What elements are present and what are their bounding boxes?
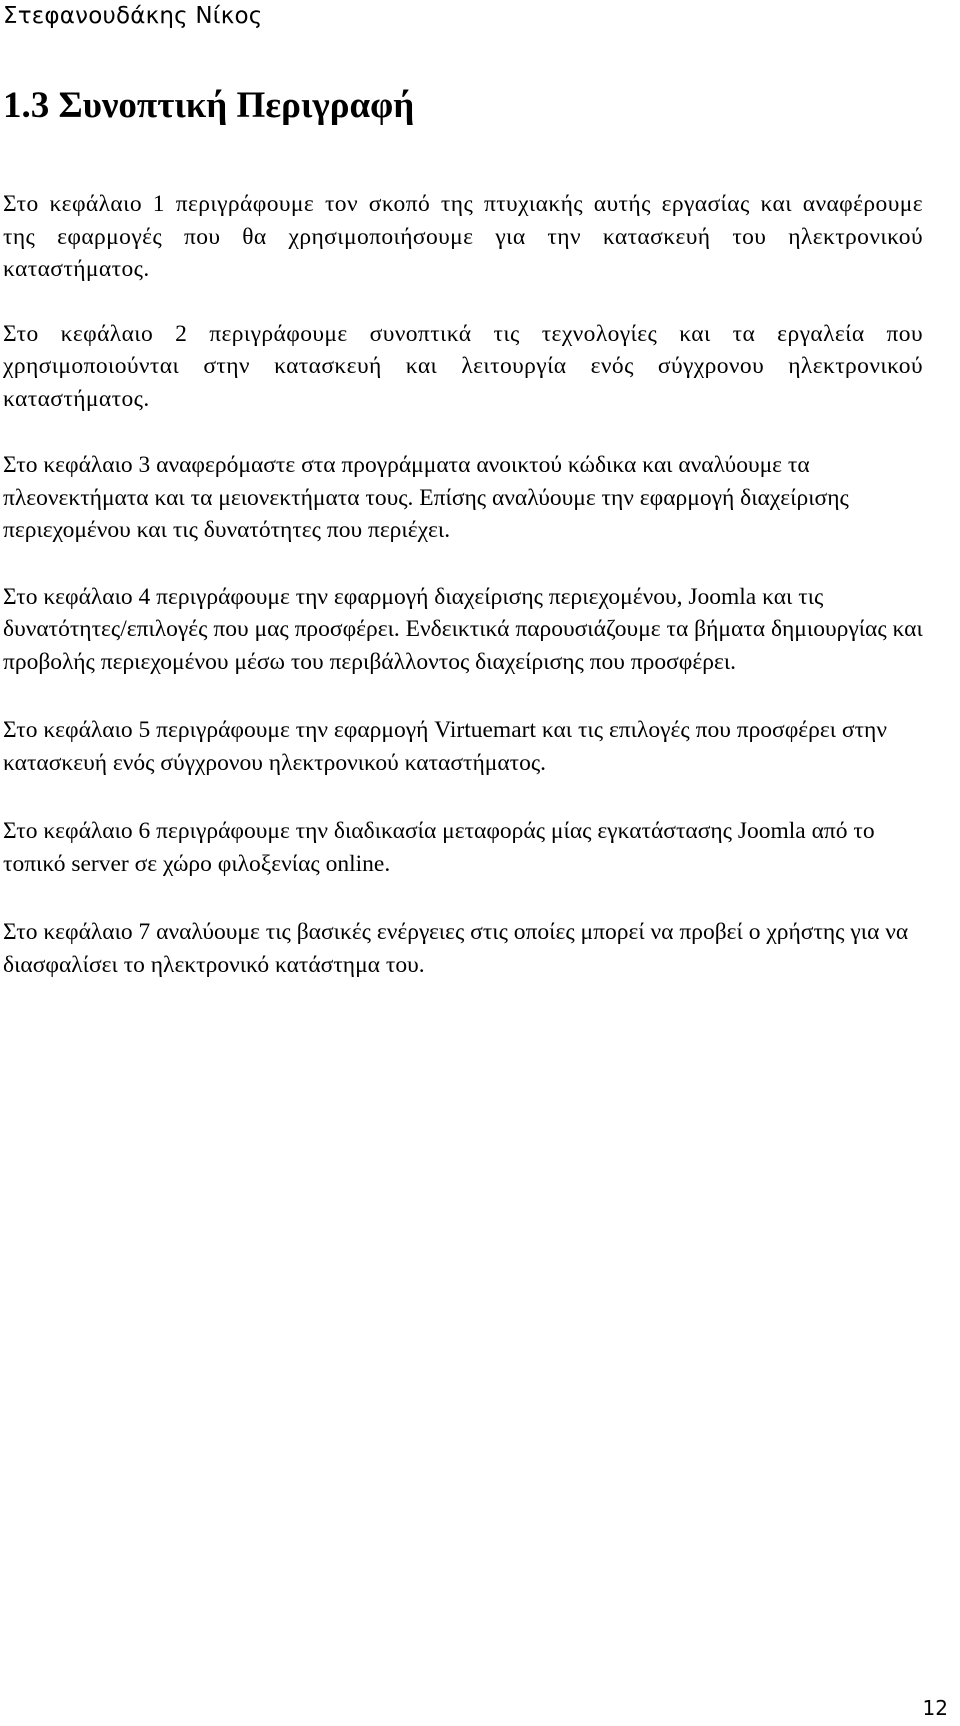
page-header-author: Στεφανουδάκης Νίκος: [3, 3, 263, 29]
paragraph-chapter-1: Στο κεφάλαιο 1 περιγράφουμε τον σκοπό της πτυχιακής αυτής εργασίας και αναφέρουμε της εφαρμογές που θα χρησιμοποιήσουμε για την κατασκευή του ηλεκτρονικού καταστήματος.: [3, 191, 923, 282]
paragraph-chapter-6: Στο κεφάλαιο 6 περιγράφουμε την διαδικασία μεταφοράς μίας εγκατάστασης Joomla από το τοπικό server σε χώρο φιλοξενίας online.: [3, 818, 875, 877]
page-number: 12: [922, 1696, 948, 1720]
paragraph-chapter-7: Στο κεφάλαιο 7 αναλύουμε τις βασικές ενέργειες στις οποίες μπορεί να προβεί ο χρήστης για να διασφαλίσει το ηλεκτρονικό κατάστημα του.: [3, 919, 909, 978]
paragraph-chapter-2: Στο κεφάλαιο 2 περιγράφουμε συνοπτικά τις τεχνολογίες και τα εργαλεία που χρησιμοποιούνται στην κατασκευή και λειτουργία ενός σύγχρονου ηλεκτρονικού καταστήματος.: [3, 320, 923, 412]
document-body: [3, 188, 923, 981]
section-heading: 1.3 Συνοπτική Περιγραφή: [3, 85, 415, 126]
paragraph-chapter-5: Στο κεφάλαιο 5 περιγράφουμε την εφαρμογή Virtuemart και τις επιλογές που προσφέρει στην κατασκευή ενός σύγχρονου ηλεκτρονικού καταστήματος.: [3, 717, 887, 776]
paragraph-chapter-3: Στο κεφάλαιο 3 αναφερόμαστε στα προγράμματα ανοικτού κώδικα και αναλύουμε τα πλεονεκτήματα και τα μειονεκτήματα τους. Επίσης αναλύουμε την εφαρμογή διαχείρισης περιεχομένου και τις δυνατότητες που περιέχει.: [3, 452, 849, 543]
paragraph-chapter-4: Στο κεφάλαιο 4 περιγράφουμε την εφαρμογή διαχείρισης περιεχομένου, Joomla και τις δυνατότητες/επιλογές που μας προσφέρει. Ενδεικτικά παρουσιάζουμε τα βήματα δημιουργίας και προβολής περιεχομένου μέσω του περιβάλλοντος διαχείρισης που προσφέρει.: [3, 583, 923, 675]
